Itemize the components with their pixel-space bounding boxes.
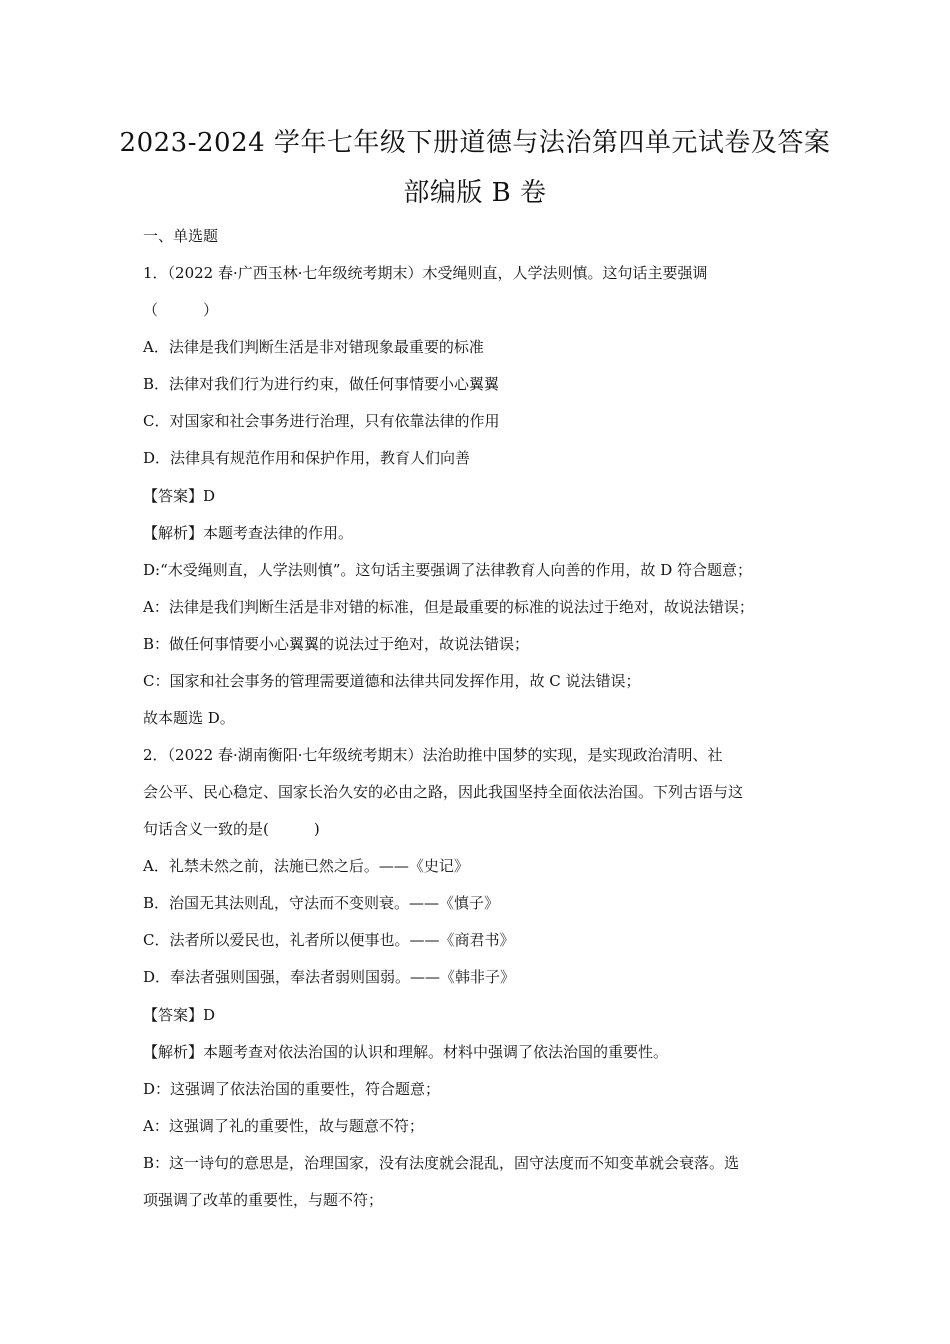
analysis-line: B：这一诗句的意思是，治理国家，没有法度就会混乱，固守法度而不知变革就会衰落。选 (143, 1154, 740, 1172)
question-1-option-a: A．法律是我们判断生活是非对错现象最重要的标准 (143, 338, 484, 356)
section-heading: 一、单选题 (143, 227, 219, 245)
question-1-analysis: 【解析】本题考查法律的作用。 (143, 524, 354, 542)
question-2-option-b: B．治国无其法则乱，守法而不变则衰。——《慎子》 (143, 894, 500, 912)
question-2-stem: 句话含义一致的是( ) (143, 820, 320, 838)
question-2-stem: 2．（2022 春·湖南衡阳·七年级统考期末）法治助推中国梦的实现，是实现政治清明、社 (143, 746, 723, 764)
question-2-option-d: D．奉法者强则国强，奉法者弱则国弱。——《韩非子》 (143, 968, 516, 986)
analysis-line: 项强调了改革的重要性，与题不符； (143, 1191, 384, 1209)
analysis-line: C：国家和社会事务的管理需要道德和法律共同发挥作用，故 C 说法错误； (143, 672, 641, 690)
analysis-line: A：这强调了礼的重要性，故与题意不符； (143, 1117, 424, 1135)
analysis-line: B：做任何事情要小心翼翼的说法过于绝对，故说法错误； (143, 635, 530, 653)
document-title-line-1: 2023-2024 学年七年级下册道德与法治第四单元试卷及答案 (119, 128, 831, 158)
question-1-blank: （ ） (143, 301, 219, 319)
question-2-option-a: A．礼禁未然之前，法施已然之后。——《史记》 (143, 857, 469, 875)
question-2-analysis: 【解析】本题考查对依法治国的认识和理解。材料中强调了依法治国的重要性。 (143, 1043, 669, 1061)
question-1-option-b: B．法律对我们行为进行约束，做任何事情要小心翼翼 (143, 375, 500, 393)
question-1-option-c: C．对国家和社会事务进行治理，只有依靠法律的作用 (143, 412, 500, 430)
question-1-stem: 1．（2022 春·广西玉林·七年级统考期末）木受绳则直，人学法则慎。这句话主要强调 (143, 264, 708, 282)
analysis-line: A：法律是我们判断生活是非对错的标准，但是最重要的标准的说法过于绝对，故说法错误； (143, 598, 754, 616)
analysis-line: D：这强调了依法治国的重要性，符合题意； (143, 1080, 441, 1098)
question-2-stem: 会公平、民心稳定、国家长治久安的必由之路，因此我国坚持全面依法治国。下列古语与这 (143, 783, 744, 801)
question-1-answer: 【答案】D (143, 487, 216, 505)
question-2-option-c: C．法者所以爱民也，礼者所以便事也。——《商君书》 (143, 931, 515, 949)
analysis-conclusion: 故本题选 D。 (143, 709, 235, 727)
question-2-answer: 【答案】D (143, 1006, 216, 1024)
question-1-option-d: D．法律具有规范作用和保护作用，教育人们向善 (143, 449, 471, 467)
analysis-line: D:“木受绳则直，人学法则慎”。这句话主要强调了法律教育人向善的作用，故 D 符合题意； (143, 561, 752, 579)
document-title-line-2: 部编版 B 卷 (403, 178, 547, 208)
